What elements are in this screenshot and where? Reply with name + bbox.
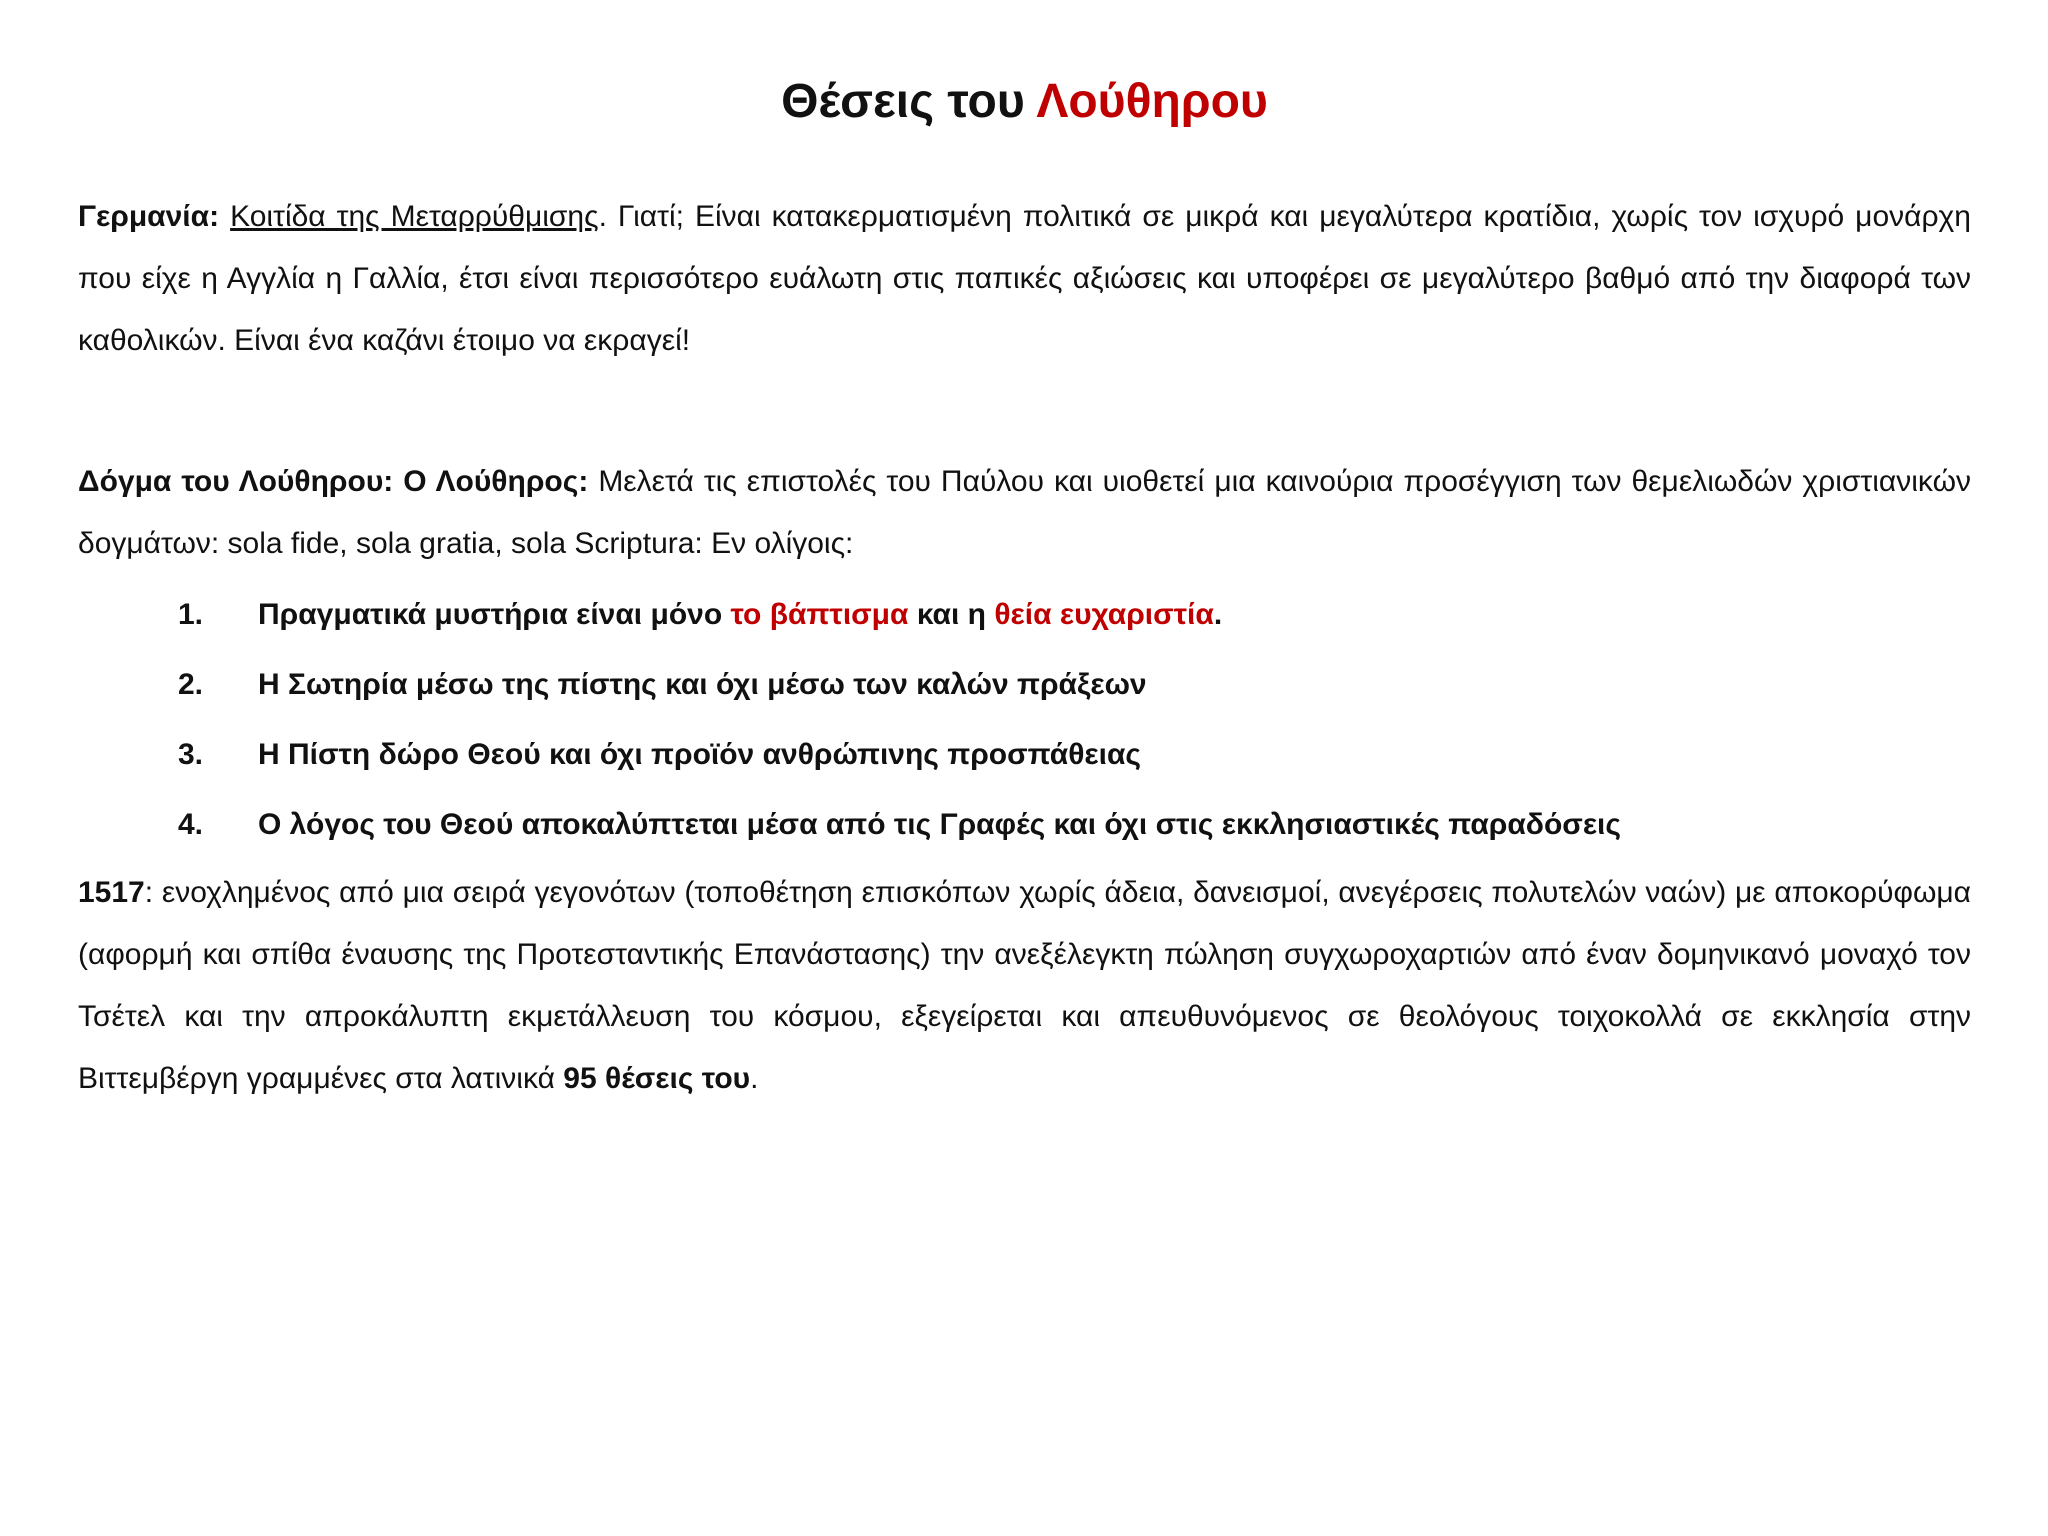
list-text-part: . (1213, 598, 1223, 631)
highlight-baptism: το βάπτισμα (730, 598, 909, 631)
paragraph-germany (78, 186, 1971, 372)
dogma-list (78, 580, 1971, 860)
list-item (78, 790, 1971, 860)
theses-highlight: 95 θέσεις του (563, 1062, 751, 1095)
list-item-text: Η Πίστη δώρο Θεού και όχι προϊόν ανθρώπινης προσπάθειας (258, 738, 1142, 771)
paragraph-text: . Γιατί; Είναι κατακερματισμένη πολιτικά σε μικρά και μεγαλύτερα κρατίδια, χωρίς τον ισχυρό μονάρχη που είχε η Αγγλία η Γαλλία, έτσι είναι περισσότερο ευάλωτη στις παπικές αξιώσεις και υποφέρει σε μεγαλύτερο βαθμό από την διαφορά των καθολικών. Είναι ένα καζάνι έτοιμο να εκραγεί! (78, 200, 1971, 357)
list-item (78, 650, 1971, 720)
list-number: 4. (178, 808, 204, 841)
list-text-part: και η (908, 598, 995, 631)
list-item (78, 720, 1971, 790)
paragraph-label: Γερμανία: (78, 200, 220, 233)
list-item (78, 580, 1971, 650)
list-number: 1. (178, 598, 204, 631)
list-item-text: Η Σωτηρία μέσω της πίστης και όχι μέσω των καλών πράξεων (258, 668, 1147, 701)
page-title (78, 72, 1971, 132)
title-main: Θέσεις του (781, 75, 1025, 128)
paragraph-text: Μελετά τις επιστολές του Παύλου και υιοθετεί μια καινούρια προσέγγιση των θεμελιωδών χριστιανικών δογμάτων: sola fide, sola gratia, sola Scriptura: Εν ολίγοις: (78, 465, 1971, 560)
highlight-eucharist: θεία ευχαριστία (994, 598, 1214, 631)
paragraph-text: : ενοχλημένος από μια σειρά γεγονότων (τοποθέτηση επισκόπων χωρίς άδεια, δανεισμοί, ανεγέρσεις πολυτελών ναών) με αποκορύφωμα (αφορμή και σπίθα έναυσης της Προτεσταντικής Επανάστασης) την ανεξέλεγκτη πώληση συγχωροχαρτιών από έναν δομηνικανό μοναχό τον Τσέτελ και την απροκάλυπτη εκμετάλλευση του κόσμου, εξεγείρεται και απευθυνόμενος σε θεολόγους τοιχοκολλά σε εκκλησία στην Βιττεμβέργη γραμμένες στα λατινικά (78, 876, 1971, 1095)
paragraph-luther-dogma (78, 451, 1971, 575)
underlined-phrase: Κοιτίδα της Μεταρρύθμισης (230, 200, 599, 233)
list-number: 3. (178, 738, 204, 771)
list-item-text: Ο λόγος του Θεού αποκαλύπτεται μέσα από τις Γραφές και όχι στις εκκλησιαστικές παραδόσεις (258, 808, 1621, 841)
list-text-part: Πραγματικά μυστήρια είναι μόνο (258, 598, 731, 631)
year-label: 1517 (78, 876, 145, 909)
paragraph-label: Δόγμα του Λούθηρου: Ο Λούθηρος: (78, 465, 589, 498)
title-highlight: Λούθηρου (1036, 75, 1268, 128)
list-number: 2. (178, 668, 204, 701)
paragraph-end: . (750, 1062, 759, 1095)
paragraph-1517 (78, 862, 1971, 1110)
list-item-text (258, 580, 1222, 650)
